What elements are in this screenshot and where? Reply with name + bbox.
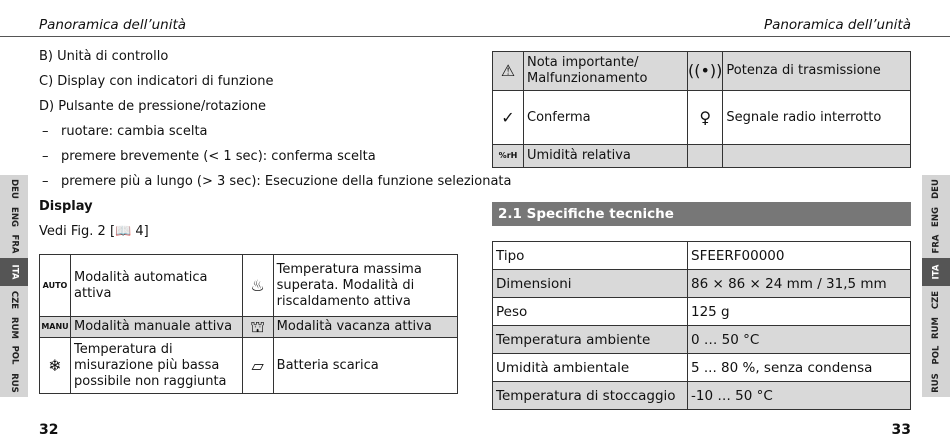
language-tab-label: FRA — [9, 234, 19, 254]
symbol-icon: ((•)) — [688, 52, 723, 91]
text-line: B) Unità di controllo — [39, 49, 169, 64]
spec-value: SFEERF00000 — [688, 242, 911, 270]
symbol-description: Segnale radio interrotto — [723, 91, 911, 145]
language-tab-fra — [0, 231, 28, 259]
spec-row — [493, 242, 911, 270]
spec-label: Peso — [493, 298, 688, 326]
language-tab-deu — [922, 175, 950, 203]
header-left-title: Panoramica dell’unità — [39, 17, 187, 33]
language-tab-label: ENG — [9, 206, 19, 227]
symbol-icon: ⚠ — [493, 52, 524, 91]
indicator-description: Modalità manuale attiva — [71, 317, 243, 338]
spec-row — [493, 354, 911, 382]
language-tabs-left — [0, 175, 28, 397]
spec-value: 0 … 50 °C — [688, 326, 911, 354]
symbol-table — [492, 51, 911, 168]
specifications-table — [492, 241, 911, 410]
language-tab-label: RUS — [930, 373, 941, 393]
table-row — [40, 338, 458, 394]
language-tab-rum — [922, 314, 950, 342]
section-heading: Display — [39, 199, 93, 214]
display-indicator-table — [39, 254, 458, 394]
language-tab-eng — [922, 203, 950, 231]
symbol-icon: ✓ — [493, 91, 524, 145]
language-tab-deu — [0, 175, 28, 203]
table-row — [493, 91, 911, 145]
spec-value: 86 × 86 × 24 mm / 31,5 mm — [688, 270, 911, 298]
language-tab-label: ITA — [8, 264, 19, 280]
language-tab-cze — [922, 286, 950, 314]
text-line: – premere più a lungo (> 3 sec): Esecuzione della funzione selezionata — [39, 169, 469, 194]
indicator-description: Modalità vacanza attiva — [273, 317, 457, 338]
section-title-specifications: 2.1 Specifiche tecniche — [492, 202, 911, 226]
spec-value: 5 ... 80 %, senza condensa — [688, 354, 911, 382]
spec-row — [493, 326, 911, 354]
spec-value: -10 … 50 °C — [688, 382, 911, 410]
symbol-description: Potenza di trasmissione — [723, 52, 911, 91]
language-tab-label: ITA — [930, 264, 941, 280]
symbol-description: Umidità relativa — [524, 145, 688, 168]
indicator-icon: ⛫ — [242, 317, 273, 338]
spec-label: Umidità ambientale — [493, 354, 688, 382]
language-tab-label: POL — [931, 345, 941, 365]
symbol-description: Conferma — [524, 91, 688, 145]
spec-row — [493, 270, 911, 298]
text-line: – ruotare: cambia scelta — [39, 119, 469, 144]
header-right-title: Panoramica dell’unità — [763, 17, 911, 33]
language-tab-eng — [0, 203, 28, 231]
table-row — [493, 145, 911, 168]
language-tab-label: DEU — [8, 178, 19, 199]
language-tab-label: ENG — [931, 206, 941, 227]
indicator-icon: MANU — [40, 317, 71, 338]
language-tab-label: CZE — [931, 290, 941, 309]
language-tab-rus — [922, 369, 950, 397]
indicator-description: Modalità automatica attiva — [71, 255, 243, 317]
symbol-icon: %rH — [493, 145, 524, 168]
symbol-description: Nota importante/ Malfunzionamento — [524, 52, 688, 91]
language-tab-label: RUM — [931, 316, 941, 339]
spec-label: Dimensioni — [493, 270, 688, 298]
text-line: Vedi Fig. 2 [📖 4] — [39, 224, 149, 239]
spec-row — [493, 298, 911, 326]
indicator-icon: AUTO — [40, 255, 71, 317]
language-tab-pol — [922, 342, 950, 370]
indicator-icon: ▱ — [242, 338, 273, 394]
symbol-icon — [688, 145, 723, 168]
indicator-description: Temperatura di misurazione più bassa possibile non raggiunta — [71, 338, 243, 394]
language-tab-label: POL — [9, 345, 19, 365]
spec-value: 125 g — [688, 298, 911, 326]
language-tabs-right — [922, 175, 950, 397]
table-row — [40, 317, 458, 338]
header-rule — [0, 36, 950, 37]
spec-row — [493, 382, 911, 410]
indicator-icon: ❄ — [40, 338, 71, 394]
language-tab-label: DEU — [930, 178, 941, 199]
table-row — [493, 52, 911, 91]
symbol-description — [723, 145, 911, 168]
language-tab-rum — [0, 314, 28, 342]
language-tab-ita — [922, 258, 950, 286]
language-tab-cze — [0, 286, 28, 314]
symbol-icon: ♀ — [688, 91, 723, 145]
page-number-right: 33 — [891, 422, 911, 438]
table-row — [40, 255, 458, 317]
indicator-description: Temperatura massima superata. Modalità di riscaldamento attiva — [273, 255, 457, 317]
text-line: – premere brevemente (< 1 sec): conferma scelta — [39, 144, 469, 169]
language-tab-label: RUS — [8, 373, 19, 393]
indicator-icon: ♨ — [242, 255, 273, 317]
language-tab-label: RUM — [9, 316, 19, 339]
text-line: D) Pulsante de pressione/rotazione — [39, 99, 267, 114]
language-tab-ita — [0, 258, 28, 286]
spec-label: Temperatura di stoccaggio — [493, 382, 688, 410]
language-tab-label: FRA — [931, 234, 941, 254]
language-tab-label: CZE — [9, 290, 19, 309]
spec-label: Temperatura ambiente — [493, 326, 688, 354]
language-tab-fra — [922, 231, 950, 259]
language-tab-pol — [0, 342, 28, 370]
page-number-left: 32 — [39, 422, 59, 438]
language-tab-rus — [0, 369, 28, 397]
text-line: C) Display con indicatori di funzione — [39, 74, 274, 89]
indicator-description: Batteria scarica — [273, 338, 457, 394]
spec-label: Tipo — [493, 242, 688, 270]
